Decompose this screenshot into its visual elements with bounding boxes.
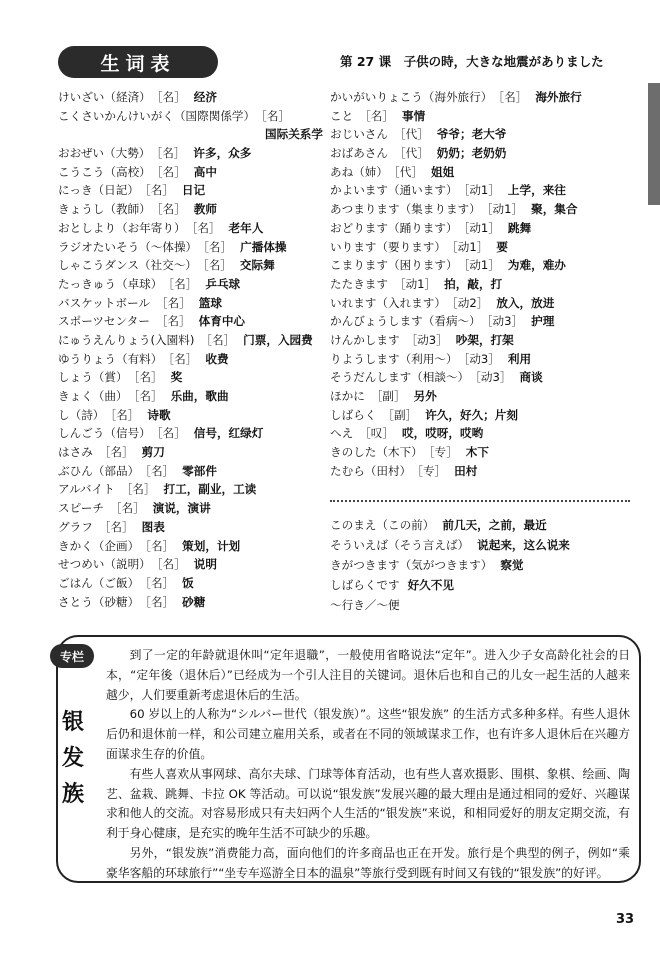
vocab-part-of-speech: ［名］ [156, 202, 186, 217]
vocab-word: しばらくです [330, 578, 400, 592]
vocab-entry [330, 424, 630, 443]
vocab-entry [330, 144, 630, 163]
vocab-word: きがつきます（気がつきます） [330, 558, 493, 572]
vocab-part-of-speech: ［专］ [417, 463, 447, 478]
vocab-entry [58, 368, 323, 387]
vocab-word: にっき（日記） [58, 183, 139, 198]
vocab-entry [58, 107, 323, 126]
vocab-entry [58, 125, 323, 144]
vocab-word: アルバイト [58, 482, 115, 497]
vocab-part-of-speech: ［名］ [155, 314, 191, 329]
vocab-part-of-speech: ［名］ [120, 482, 156, 497]
vocab-entry [330, 331, 630, 350]
vocab-entry [330, 368, 630, 387]
vocab-meaning: 说明 [193, 557, 217, 572]
column-text [106, 646, 630, 884]
vocab-meaning: 日记 [181, 183, 206, 198]
vocab-meaning: 好久不见 [407, 578, 454, 592]
vocab-meaning: 篮球 [198, 295, 222, 310]
vocab-meaning: 另外 [413, 389, 437, 403]
vocab-meaning: 零部件 [182, 463, 217, 478]
vocab-meaning: 为难，难办 [507, 258, 566, 273]
vocab-entry [58, 88, 323, 107]
vocab-word: グラフ [58, 519, 93, 534]
vocab-meaning: 前几天，之前，最近 [442, 518, 547, 532]
vocab-word: おとしより（お年寄り） [58, 220, 186, 235]
vocab-part-of-speech: ［名］ [156, 164, 186, 179]
vocab-entry [58, 238, 323, 257]
vocab-word: おばあさん [330, 146, 388, 161]
vocab-word: しばらく [330, 407, 377, 422]
vocab-word: さとう（砂糖） [58, 594, 140, 609]
vocab-part-of-speech: ［名］ [156, 426, 186, 441]
vocab-part-of-speech: ［名］ [133, 370, 163, 385]
vocab-word: しゃこうダンス（社交～） [58, 258, 197, 273]
vocab-word: このまえ（この前） [330, 518, 435, 532]
column-title-char: 发 [61, 746, 84, 771]
vocab-entry [330, 387, 630, 406]
vocab-part-of-speech: ［代］ [393, 127, 429, 142]
column-paragraph: 到了一定的年龄就退休叫“定年退職”，一般使用省略说法“定年”。进入少子女高龄化社会的日本，“定年後（退休后）”已经成为一个引人注目的关键词。退休后也和自己的儿女一起生活的人越来越少，人们要重新考虑退休后的生活。 [106, 648, 630, 702]
vocab-meaning: 诗歌 [147, 407, 171, 422]
vocab-part-of-speech: ［名］ [168, 276, 198, 291]
vocab-meaning: 奖 [170, 370, 183, 385]
vocab-word: こと [330, 108, 354, 123]
vocab-meaning: 老年人 [228, 220, 264, 235]
vocab-part-of-speech: ［名］ [98, 519, 134, 534]
vocab-entry [58, 181, 323, 200]
vocab-meaning: 经济 [193, 90, 217, 104]
section-divider [330, 500, 630, 502]
vocab-part-of-speech: ［名］ [155, 295, 191, 310]
vocab-word: いれます（入れます） [330, 295, 446, 310]
vocab-entry [58, 294, 323, 313]
vocab-part-of-speech: ［动1］ [451, 239, 489, 254]
vocab-meaning: 吵架，打架 [455, 332, 514, 347]
vocab-part-of-speech: ［名］ [156, 90, 186, 104]
vocab-entry [330, 181, 630, 200]
vocab-meaning: 田村 [454, 463, 478, 478]
vocab-entry [58, 555, 323, 574]
vocab-entry [330, 535, 630, 555]
vocab-entry [58, 163, 323, 182]
vocab-meaning: 高中 [193, 164, 217, 179]
vocab-entry [58, 462, 323, 481]
vocab-part-of-speech: ［名］ [498, 90, 528, 104]
vocab-entry [330, 555, 630, 575]
vocab-word: たっきゅう（卓球） [58, 276, 163, 291]
vocab-meaning: 国际关系学 [265, 127, 323, 142]
vocab-meaning: 察觉 [500, 558, 524, 572]
vocab-entry [58, 219, 323, 238]
vocab-part-of-speech: ［副］ [382, 407, 418, 422]
vocab-part-of-speech: ［叹］ [359, 426, 394, 441]
vocab-word: こまります（困ります） [330, 258, 458, 273]
vocab-entry [330, 294, 630, 313]
vocab-word: かんびょうします（看病～） [330, 314, 481, 329]
vocab-part-of-speech: ［动1］ [463, 258, 500, 273]
vocab-part-of-speech: ［名］ [200, 332, 236, 347]
vocab-word: きのした（木下） [330, 445, 423, 460]
vocab-entry [58, 312, 323, 331]
vocab-entry [58, 350, 323, 369]
vocab-meaning: 许多，众多 [193, 146, 252, 161]
vocab-entry [330, 163, 630, 182]
column-paragraph: 60 岁以上的人称为“シルバー世代（银发族）”。这些“银发族” 的生活方式多种多样。有些人退休后仍和退休前一样，和公司建立雇用关系，或者在不同的领域谋求工作，也有许多人退休后在兴趣方面谋求生存的价值。 [106, 707, 630, 761]
vocab-meaning: 信号，红绿灯 [193, 426, 264, 441]
vocab-entry [58, 480, 323, 499]
vocab-meaning: 要 [496, 239, 508, 254]
vocab-word: スポーツセンター [58, 314, 150, 329]
vocab-entry [330, 88, 630, 107]
vocab-word: たたきます [330, 276, 388, 291]
vocab-part-of-speech: ［动3］ [405, 332, 448, 347]
vocab-entry [330, 350, 630, 369]
vocab-part-of-speech: ［动3］ [463, 351, 500, 366]
vocab-meaning: 木下 [465, 445, 489, 460]
vocab-meaning: 上学，来往 [507, 183, 566, 198]
vocab-entry [58, 275, 323, 294]
vocab-entry [58, 200, 323, 219]
vocab-entry [330, 219, 630, 238]
vocab-part-of-speech: ［名］ [202, 258, 232, 273]
vocab-entry [330, 312, 630, 331]
vocab-word: ごはん（ご飯） [58, 575, 140, 590]
vocab-part-of-speech: ［名］ [145, 463, 175, 478]
vocab-entry [330, 125, 630, 144]
vocab-meaning: 哎，哎呀，哎哟 [402, 426, 484, 441]
vocab-part-of-speech: ［名］ [110, 407, 140, 422]
column-paragraph: 另外，“银发族”消费能力高，面向他们的许多商品也正在开发。旅行是个典型的例子，例如“乘豪华客船的环球旅行”“坐专车巡游全日本的温泉”等旅行受到既有时间又有钱的“银发族”的好评。 [106, 845, 630, 880]
vocab-entry [330, 238, 630, 257]
vocab-part-of-speech: ［名］ [145, 575, 175, 590]
vocab-part-of-speech: ［动3］ [486, 314, 524, 329]
vocab-word: おどります（踊ります） [330, 220, 458, 235]
vocab-word: たむら（田村） [330, 463, 412, 478]
column-title-char: 银 [61, 710, 84, 735]
vocab-entry [58, 406, 323, 425]
vocab-word: かいがいりょこう（海外旅行） [330, 90, 493, 104]
vocab-word: へえ [330, 426, 354, 441]
vocab-word: しょう（賞） [58, 370, 128, 385]
vocab-list-left [58, 88, 323, 611]
vocab-word: きょく（曲） [58, 389, 128, 403]
vocab-part-of-speech: ［代］ [393, 164, 423, 179]
vocab-part-of-speech: ［名］ [98, 445, 134, 460]
vocabulary-title: 生词表 [58, 46, 218, 78]
vocab-entry [330, 200, 630, 219]
vocab-word: ゆうりょう（有料） [58, 351, 163, 366]
vocab-list-right [330, 88, 630, 480]
vocab-entry [58, 443, 323, 462]
vocab-meaning: 商谈 [519, 370, 543, 385]
vocab-part-of-speech: ［动1］ [463, 220, 500, 235]
vocab-part-of-speech: ［名］ [133, 389, 163, 403]
vocab-part-of-speech: ［名］ [261, 108, 291, 123]
vocab-meaning: 许久，好久；片刻 [425, 407, 518, 422]
page-number: 33 [616, 912, 635, 927]
vocab-meaning: 姐姐 [430, 164, 455, 179]
vocab-meaning: 拍，敲，打 [444, 276, 503, 291]
vocab-word: おじいさん [330, 127, 388, 142]
vocab-entry [330, 107, 630, 126]
vocab-meaning: 事情 [402, 108, 426, 123]
vocab-word: けんかします [330, 332, 400, 347]
vocab-word: いります（要ります） [330, 239, 446, 254]
vocab-part-of-speech: ［动1］ [486, 202, 524, 217]
vocab-meaning: 跳舞 [507, 220, 532, 235]
vocab-part-of-speech: ［名］ [359, 108, 394, 123]
vocab-meaning: 饭 [182, 575, 194, 590]
vocab-meaning: 打工，副业，工读 [163, 482, 257, 497]
vocab-entry [330, 595, 630, 615]
vocab-part-of-speech: ［动1］ [393, 276, 437, 291]
vocab-word: そういえば（そう言えば） [330, 538, 470, 552]
vocab-entry [58, 518, 323, 537]
vocab-meaning: 砂糖 [182, 594, 206, 609]
vocab-meaning: 护理 [531, 314, 555, 329]
vocab-entry [58, 593, 323, 612]
vocab-meaning: 图表 [141, 519, 165, 534]
vocab-entry [330, 275, 630, 294]
vocab-entry [58, 424, 323, 443]
vocab-part-of-speech: ［名］ [145, 538, 175, 553]
vocab-word: し（詩） [58, 407, 105, 422]
vocab-word: せつめい（説明） [58, 557, 151, 572]
vocab-meaning: 说起来，这么说来 [477, 538, 570, 552]
vocab-meaning: 体育中心 [198, 314, 246, 329]
vocab-part-of-speech: ［动1］ [463, 183, 500, 198]
vocab-meaning: 奶奶；老奶奶 [436, 146, 507, 161]
vocab-entry [58, 499, 323, 518]
vocab-entry [58, 387, 323, 406]
vocab-part-of-speech: ［动3］ [475, 370, 512, 385]
vocab-word: にゅうえんりょう(入園料) [58, 332, 195, 347]
vocab-part-of-speech: ［名］ [191, 220, 221, 235]
vocab-part-of-speech: ［名］ [203, 239, 233, 254]
vocab-part-of-speech: ［副］ [370, 389, 406, 403]
vocab-word: こうこう（高校） [58, 164, 151, 179]
vocab-word: おおぜい（大勢） [58, 146, 151, 161]
vocab-word: バスケットボール [58, 295, 150, 310]
vocab-entry [330, 406, 630, 425]
vocab-word: かよいます（通います） [330, 183, 458, 198]
vocab-meaning: 演说，演讲 [152, 501, 211, 516]
vocab-meaning: 海外旅行 [535, 90, 582, 104]
vocab-word: スピーチ [58, 501, 104, 516]
vocab-word: きょうし（教師） [58, 202, 151, 217]
vocab-word: けいざい（経済） [58, 90, 151, 104]
vocab-entry [330, 515, 630, 535]
vocab-entry [330, 256, 630, 275]
vocab-meaning: 爷爷；老大爷 [436, 127, 507, 142]
vocab-word: ～行き／～便 [330, 598, 400, 612]
vocab-word: しんごう（信号） [58, 426, 151, 441]
vocab-entry [58, 331, 323, 350]
vocab-word: ほかに [330, 389, 365, 403]
column-paragraph: 有些人喜欢从事网球、高尔夫球、门球等体育活动，也有些人喜欢摄影、围棋、象棋、绘画、陶艺、盆栽、跳舞、卡拉 OK 等活动。可以说“银发族”发展兴趣的最大理由是通过相同的爱好、兴趣谋求和他人的交流。对容易形成只有夫妇两个人生活的“银发族”来说，和相同爱好的朋友定期交流，有利于身心健康，是充实的晚年生活不可缺少的乐趣。 [106, 766, 630, 841]
vocab-part-of-speech: ［名］ [109, 501, 145, 516]
phrase-list [330, 515, 630, 615]
vocab-entry [58, 574, 323, 593]
vocab-part-of-speech: ［名］ [156, 146, 186, 161]
vocab-word: りようします（利用～） [330, 351, 458, 366]
vocab-entry [330, 575, 630, 595]
vocab-part-of-speech: ［名］ [144, 183, 174, 198]
vocab-part-of-speech: ［名］ [168, 351, 198, 366]
vocab-word: はさみ [58, 445, 93, 460]
vocab-entry [58, 256, 323, 275]
vocab-meaning: 乒乓球 [205, 276, 241, 291]
vocab-part-of-speech: ［专］ [428, 445, 458, 460]
vocab-entry [58, 144, 323, 163]
column-vertical-title [58, 705, 88, 813]
vocab-part-of-speech: ［名］ [145, 594, 175, 609]
column-badge: 专栏 [50, 644, 94, 668]
lesson-title: 第 27 课 子供の時，大きな地震がありました [340, 54, 604, 69]
vocab-word: そうだんします（相談～） [330, 370, 470, 385]
vocab-entry [58, 537, 323, 556]
vocab-meaning: 收费 [205, 351, 229, 366]
vocab-word: こくさいかんけいがく（国際関係学） [58, 108, 256, 123]
vocab-entry [330, 462, 630, 481]
vocab-meaning: 广播体操 [240, 239, 287, 254]
vocab-part-of-speech: ［名］ [156, 557, 186, 572]
side-tab-marker [648, 83, 660, 205]
vocab-part-of-speech: ［代］ [393, 146, 429, 161]
vocab-meaning: 利用 [507, 351, 532, 366]
column-title-char: 族 [61, 782, 84, 807]
vocab-meaning: 交际舞 [239, 258, 275, 273]
vocab-word: あね（姉） [330, 164, 388, 179]
vocab-meaning: 剪刀 [141, 445, 165, 460]
vocab-meaning: 乐曲，歌曲 [170, 389, 229, 403]
vocab-meaning: 门票，入园费 [243, 332, 313, 347]
vocab-word: ラジオたいそう（～体操） [58, 239, 198, 254]
vocab-meaning: 聚，集合 [531, 202, 578, 217]
vocab-word: きかく（企画） [58, 538, 140, 553]
vocab-entry [330, 443, 630, 462]
vocab-part-of-speech: ［动2］ [451, 295, 489, 310]
vocab-meaning: 放入，放进 [496, 295, 555, 310]
vocab-word: あつまります（集まります） [330, 202, 481, 217]
vocab-meaning: 教师 [193, 202, 217, 217]
vocab-meaning: 策划，计划 [182, 538, 241, 553]
vocab-word: ぶひん（部品） [58, 463, 140, 478]
